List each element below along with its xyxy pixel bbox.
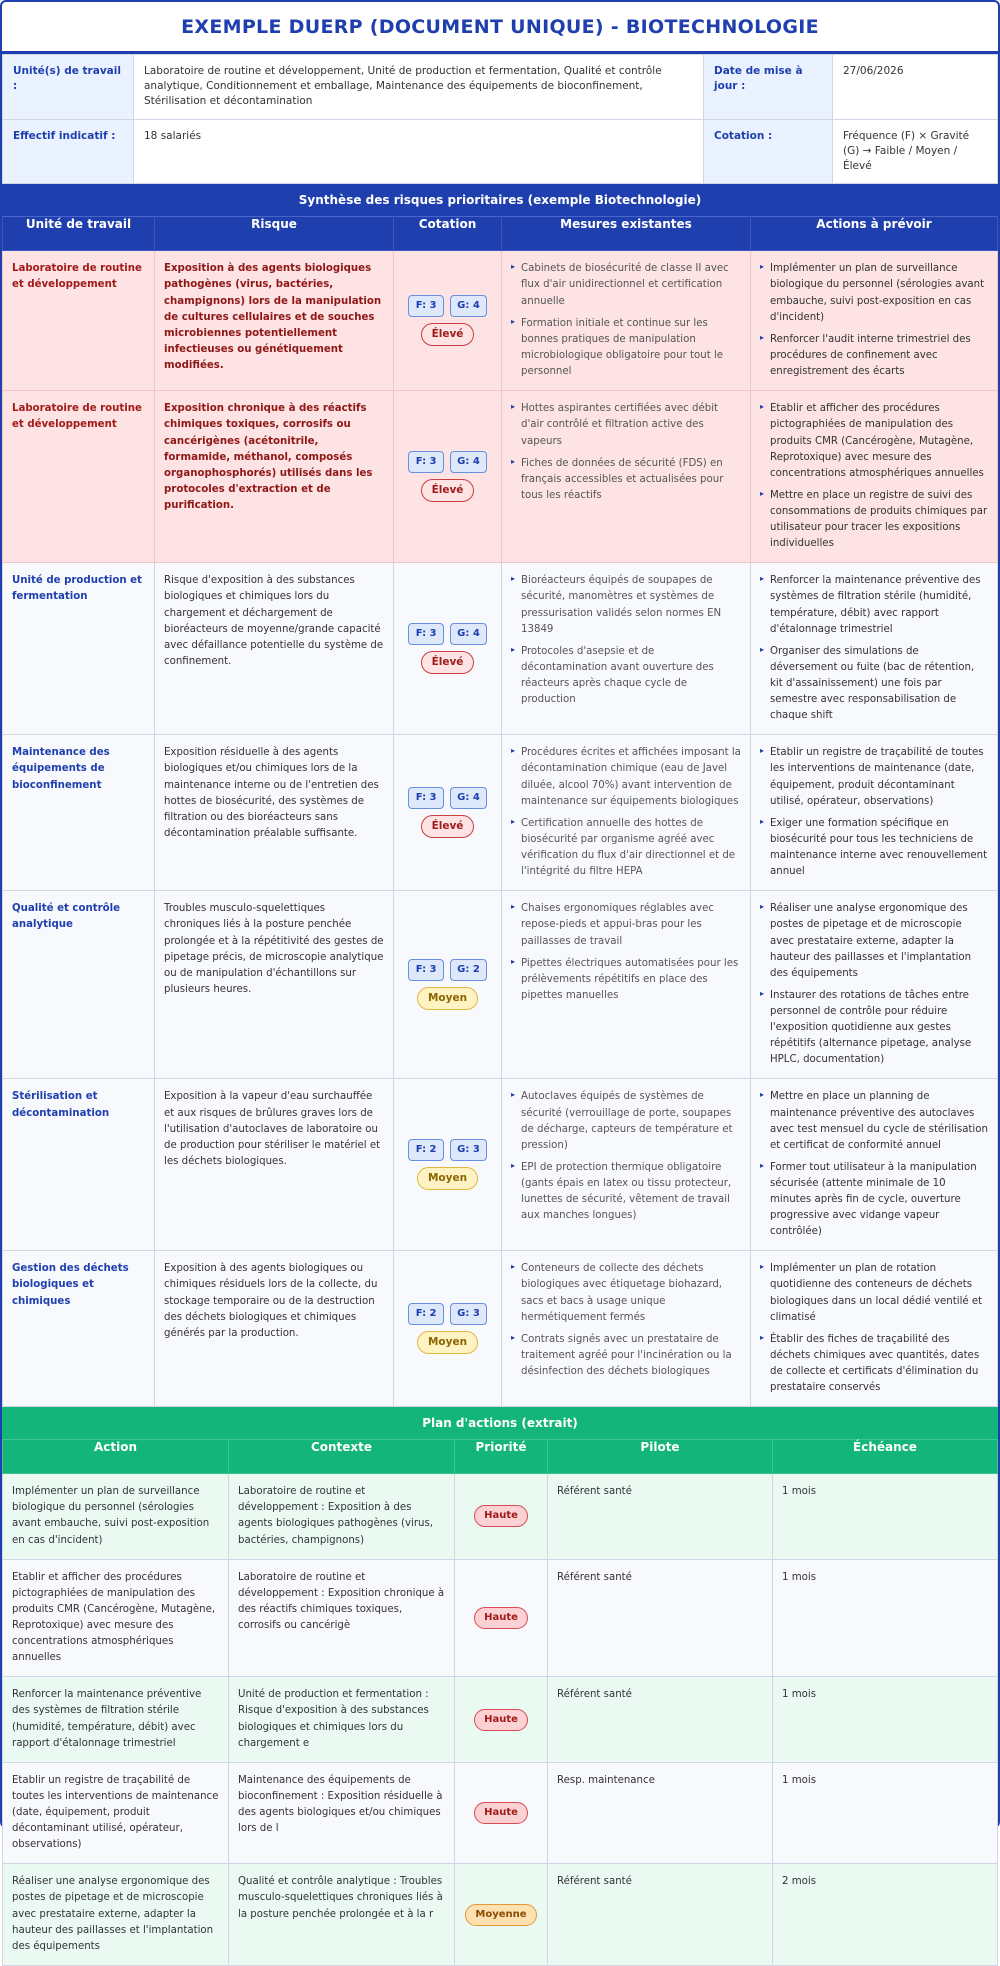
- risk-unit: Maintenance des équipements de bioconfinement: [3, 735, 155, 891]
- measure-item: ▸ Protocoles d'asepsie et de décontamination avant ouverture des réacteurs après chaque cycle de production: [511, 644, 741, 708]
- plan-context: Unité de production et fermentation : Risque d'exposition à des substances biologiques et chimiques lors du chargement e: [229, 1677, 455, 1762]
- risk-cotation: [394, 563, 502, 735]
- risk-section-title: Synthèse des risques prioritaires (exemple Biotechnologie): [2, 184, 998, 216]
- plan-row: [3, 1762, 998, 1864]
- meta-table: [2, 54, 998, 184]
- plan-priority: [455, 1677, 548, 1762]
- actions-list: [760, 573, 988, 724]
- measure-item: ▸ Cabinets de biosécurité de classe II avec flux d'air unidirectionnel et certification annuelle: [511, 261, 741, 309]
- action-item: ▸ Renforcer l'audit interne trimestriel des procédures de confinement avec enregistrement des écarts: [760, 332, 988, 380]
- frequency-gravity: [398, 1303, 497, 1325]
- risk-col-header: Cotation: [394, 217, 502, 251]
- plan-row: [3, 1559, 998, 1677]
- risk-description: Exposition chronique à des réactifs chimiques toxiques, corrosifs ou cancérigènes (acétonitrile, formamide, méthanol, composés organophosphorés) utilisés dans les protocoles d'extraction et de purification.: [155, 391, 394, 563]
- planned-actions: [751, 251, 998, 391]
- plan-row: [3, 1864, 998, 1966]
- risk-row: [3, 391, 998, 563]
- risk-description: Exposition résiduelle à des agents biologiques et/ou chimiques lors de la maintenance interne ou de l'entretien des hottes de biosécurité, des systèmes de filtration ou des bioréacteurs sans décontamination préalable suffisante.: [155, 735, 394, 891]
- frequency-gravity: [398, 295, 497, 317]
- existing-measures: [502, 391, 751, 563]
- risk-cotation: [394, 735, 502, 891]
- plan-context: Laboratoire de routine et développement : Exposition chronique à des réactifs chimiques toxiques, corrosifs ou cancérigè: [229, 1559, 455, 1677]
- risk-cotation: [394, 1251, 502, 1407]
- plan-col-header: Contexte: [229, 1440, 455, 1474]
- plan-deadline: 1 mois: [773, 1762, 998, 1864]
- existing-measures: [502, 563, 751, 735]
- risk-unit: Stérilisation et décontamination: [3, 1079, 155, 1251]
- effectif-value: 18 salariés: [134, 119, 704, 184]
- risk-description: Exposition à des agents biologiques ou chimiques résiduels lors de la collecte, du stockage temporaire ou de la destruction des déchets biologiques et chimiques générés par la production.: [155, 1251, 394, 1407]
- cotation-label: Cotation :: [704, 119, 833, 184]
- date-label: Date de mise à jour :: [704, 55, 833, 120]
- plan-context: Laboratoire de routine et développement : Exposition à des agents biologiques pathogènes (virus, bactéries, champignons): [229, 1474, 455, 1559]
- action-item: ▸ Réaliser une analyse ergonomique des postes de pipetage et de microscopie avec prestataire externe, adapter la hauteur des paillasses et l'implantation des équipements: [760, 901, 988, 982]
- risk-col-header: Mesures existantes: [502, 217, 751, 251]
- frequency-chip: F: 3: [408, 295, 444, 317]
- frequency-gravity: [398, 787, 497, 809]
- existing-measures: [502, 735, 751, 891]
- risk-table: [2, 216, 998, 1407]
- plan-deadline: 1 mois: [773, 1474, 998, 1559]
- plan-pilot: Référent santé: [548, 1677, 773, 1762]
- action-item: ▸ Établir des fiches de traçabilité des déchets chimiques avec quantités, dates de collecte et certificats d'élimination du prestataire conservés: [760, 1332, 988, 1396]
- planned-actions: [751, 391, 998, 563]
- risk-description: Exposition à la vapeur d'eau surchauffée et aux risques de brûlures graves lors de l'utilisation d'autoclaves de laboratoire ou de production pour stériliser le matériel et les déchets biologiques.: [155, 1079, 394, 1251]
- plan-section-title: Plan d'actions (extrait): [2, 1407, 998, 1439]
- plan-action: Etablir un registre de traçabilité de toutes les interventions de maintenance (date, équipement, produit décontaminant utilisé, opérateur, observations): [3, 1762, 229, 1864]
- action-item: ▸ Implémenter un plan de surveillance biologique du personnel (sérologies avant embauche, suivi post-exposition en cas d'incident): [760, 261, 988, 325]
- gravity-chip: G: 3: [450, 1303, 487, 1325]
- plan-table: [2, 1439, 998, 1966]
- units-value: Laboratoire de routine et développement, Unité de production et fermentation, Qualité et contrôle analytique, Conditionnement et emballage, Maintenance des équipements de bioconfinement, Stérilisation et décontamination: [134, 55, 704, 120]
- risk-cotation: [394, 891, 502, 1079]
- plan-pilot: Référent santé: [548, 1474, 773, 1559]
- plan-deadline: 1 mois: [773, 1677, 998, 1762]
- plan-action: Etablir et afficher des procédures pictographiées de manipulation des produits CMR (Cancérogène, Mutagène, Reprotoxique) avec mesure des concentrations atmosphériques annuelles: [3, 1559, 229, 1677]
- action-item: ▸ Mettre en place un registre de suivi des consommations de produits chimiques par utilisateur pour tracer les expositions individuelles: [760, 488, 988, 552]
- planned-actions: [751, 1079, 998, 1251]
- frequency-chip: F: 2: [408, 1303, 444, 1325]
- risk-row: [3, 891, 998, 1079]
- action-item: ▸ Instaurer des rotations de tâches entre personnel de contrôle pour réduire l'exposition quotidienne aux gestes répétitifs (alternance pipetage, analyse HPLC, documentation): [760, 988, 988, 1069]
- frequency-chip: F: 3: [408, 787, 444, 809]
- risk-level-badge: Moyen: [417, 1331, 478, 1354]
- frequency-chip: F: 3: [408, 959, 444, 981]
- risk-description: Troubles musculo-squelettiques chroniques liés à la posture penchée prolongée et à la répétitivité des gestes de pipetage précis, de microscopie analytique ou de manipulation d'échantillons sur plusieurs heures.: [155, 891, 394, 1079]
- risk-row: [3, 563, 998, 735]
- action-item: ▸ Organiser des simulations de déversement ou fuite (bac de rétention, kit d'assainissement) une fois par semestre avec responsabilisation de chaque shift: [760, 644, 988, 725]
- planned-actions: [751, 735, 998, 891]
- plan-context: Maintenance des équipements de bioconfinement : Exposition résiduelle à des agents biologiques et/ou chimiques lors de l: [229, 1762, 455, 1864]
- plan-action: Implémenter un plan de surveillance biologique du personnel (sérologies avant embauche, suivi post-exposition en cas d'incident): [3, 1474, 229, 1559]
- risk-level-badge: Élevé: [421, 323, 475, 346]
- gravity-chip: G: 3: [450, 1139, 487, 1161]
- planned-actions: [751, 891, 998, 1079]
- gravity-chip: G: 4: [450, 787, 487, 809]
- plan-pilot: Resp. maintenance: [548, 1762, 773, 1864]
- action-item: ▸ Etablir un registre de traçabilité de toutes les interventions de maintenance (date, équipement, produit décontaminant utilisé, opérateur, observations): [760, 745, 988, 809]
- frequency-chip: F: 3: [408, 451, 444, 473]
- measure-item: ▸ EPI de protection thermique obligatoire (gants épais en latex ou tissu protecteur, lunettes de sécurité, vêtement de travail aux manches longues): [511, 1160, 741, 1224]
- risk-row: [3, 251, 998, 391]
- measures-list: [511, 745, 741, 880]
- plan-col-header: Pilote: [548, 1440, 773, 1474]
- risk-cotation: [394, 1079, 502, 1251]
- plan-priority: [455, 1864, 548, 1966]
- plan-col-header: Échéance: [773, 1440, 998, 1474]
- plan-header-row: [3, 1440, 998, 1474]
- plan-priority: [455, 1474, 548, 1559]
- plan-action: Réaliser une analyse ergonomique des postes de pipetage et de microscopie avec prestataire externe, adapter la hauteur des paillasses et l'implantation des équipements: [3, 1864, 229, 1966]
- risk-body: [3, 251, 998, 1407]
- gravity-chip: G: 4: [450, 623, 487, 645]
- actions-list: [760, 745, 988, 880]
- risk-col-header: Unité de travail: [3, 217, 155, 251]
- measures-list: [511, 1089, 741, 1224]
- plan-pilot: Référent santé: [548, 1864, 773, 1966]
- measures-list: [511, 901, 741, 1004]
- plan-col-header: Priorité: [455, 1440, 548, 1474]
- plan-action: Renforcer la maintenance préventive des systèmes de filtration stérile (humidité, température, débit) avec rapport d'étalonnage trimestriel: [3, 1677, 229, 1762]
- measures-list: [511, 401, 741, 504]
- priority-badge: Haute: [474, 1709, 528, 1731]
- plan-body: [3, 1474, 998, 1966]
- plan-row: [3, 1677, 998, 1762]
- document-title: EXEMPLE DUERP (DOCUMENT UNIQUE) - BIOTECHNOLOGIE: [181, 15, 819, 38]
- existing-measures: [502, 1251, 751, 1407]
- existing-measures: [502, 251, 751, 391]
- risk-col-header: Risque: [155, 217, 394, 251]
- title-bar: [2, 2, 998, 54]
- gravity-chip: G: 2: [450, 959, 487, 981]
- measure-item: ▸ Autoclaves équipés de systèmes de sécurité (verrouillage de porte, soupapes de décharge, capteurs de température et pression): [511, 1089, 741, 1153]
- risk-level-badge: Élevé: [421, 815, 475, 838]
- priority-badge: Haute: [474, 1607, 528, 1629]
- effectif-label: Effectif indicatif :: [3, 119, 134, 184]
- risk-col-header: Actions à prévoir: [751, 217, 998, 251]
- frequency-gravity: [398, 1139, 497, 1161]
- action-item: ▸ Implémenter un plan de rotation quotidienne des conteneurs de déchets biologiques dans un local dédié ventilé et climatisé: [760, 1261, 988, 1325]
- frequency-gravity: [398, 959, 497, 981]
- measure-item: ▸ Formation initiale et continue sur les bonnes pratiques de manipulation microbiologique obligatoire pour tout le personnel: [511, 316, 741, 380]
- measure-item: ▸ Contrats signés avec un prestataire de traitement agréé pour l'incinération ou la désinfection des déchets biologiques: [511, 1332, 741, 1380]
- risk-unit: Qualité et contrôle analytique: [3, 891, 155, 1079]
- risk-unit: Laboratoire de routine et développement: [3, 391, 155, 563]
- action-item: ▸ Exiger une formation spécifique en biosécurité pour tous les techniciens de maintenance interne avec renouvellement annuel: [760, 816, 988, 880]
- risk-level-badge: Moyen: [417, 987, 478, 1010]
- plan-pilot: Référent santé: [548, 1559, 773, 1677]
- risk-description: Risque d'exposition à des substances biologiques et chimiques lors du chargement et déchargement de bioréacteurs de moyenne/grande capacité avec défaillance potentielle du système de confinement.: [155, 563, 394, 735]
- plan-deadline: 2 mois: [773, 1864, 998, 1966]
- risk-header-row: [3, 217, 998, 251]
- risk-row: [3, 735, 998, 891]
- actions-list: [760, 1261, 988, 1396]
- risk-unit: Gestion des déchets biologiques et chimiques: [3, 1251, 155, 1407]
- risk-row: [3, 1079, 998, 1251]
- date-value: 27/06/2026: [833, 55, 998, 120]
- frequency-gravity: [398, 623, 497, 645]
- plan-priority: [455, 1762, 548, 1864]
- plan-row: [3, 1474, 998, 1559]
- action-item: ▸ Former tout utilisateur à la manipulation sécurisée (attente minimale de 10 minutes après fin de cycle, ouverture progressive avec vidange vapeur contrôlée): [760, 1160, 988, 1241]
- risk-description: Exposition à des agents biologiques pathogènes (virus, bactéries, champignons) lors de la manipulation de cultures cellulaires et de souches microbiennes potentiellement infectieuses ou génétiquement modifiées.: [155, 251, 394, 391]
- planned-actions: [751, 563, 998, 735]
- priority-badge: Haute: [474, 1505, 528, 1527]
- risk-level-badge: Élevé: [421, 651, 475, 674]
- measure-item: ▸ Bioréacteurs équipés de soupapes de sécurité, manomètres et systèmes de pressurisation validés selon normes EN 13849: [511, 573, 741, 637]
- measure-item: ▸ Hottes aspirantes certifiées avec débit d'air contrôlé et filtration active des vapeurs: [511, 401, 741, 449]
- plan-context: Qualité et contrôle analytique : Troubles musculo-squelettiques chroniques liés à la posture penchée prolongée et à la r: [229, 1864, 455, 1966]
- action-item: ▸ Etablir et afficher des procédures pictographiées de manipulation des produits CMR (Cancérogène, Mutagène, Reprotoxique) avec mesure des concentrations atmosphériques annuelles: [760, 401, 988, 482]
- cotation-value: Fréquence (F) × Gravité (G) → Faible / Moyen / Élevé: [833, 119, 998, 184]
- actions-list: [760, 1089, 988, 1240]
- plan-deadline: 1 mois: [773, 1559, 998, 1677]
- existing-measures: [502, 891, 751, 1079]
- measures-list: [511, 1261, 741, 1380]
- risk-cotation: [394, 251, 502, 391]
- frequency-chip: F: 2: [408, 1139, 444, 1161]
- planned-actions: [751, 1251, 998, 1407]
- plan-col-header: Action: [3, 1440, 229, 1474]
- priority-badge: Haute: [474, 1802, 528, 1824]
- risk-unit: Unité de production et fermentation: [3, 563, 155, 735]
- risk-row: [3, 1251, 998, 1407]
- measure-item: ▸ Fiches de données de sécurité (FDS) en français accessibles et actualisées pour tous les réactifs: [511, 456, 741, 504]
- existing-measures: [502, 1079, 751, 1251]
- measure-item: ▸ Pipettes électriques automatisées pour les prélèvements répétitifs en place des pipettes manuelles: [511, 956, 741, 1004]
- risk-unit: Laboratoire de routine et développement: [3, 251, 155, 391]
- units-label: Unité(s) de travail :: [3, 55, 134, 120]
- measure-item: ▸ Certification annuelle des hottes de biosécurité par organisme agréé avec vérification du flux d'air directionnel et de l'intégrité du filtre HEPA: [511, 816, 741, 880]
- priority-badge: Moyenne: [465, 1904, 536, 1926]
- actions-list: [760, 261, 988, 380]
- risk-level-badge: Moyen: [417, 1167, 478, 1190]
- risk-cotation: [394, 391, 502, 563]
- action-item: ▸ Mettre en place un planning de maintenance préventive des autoclaves avec test mensuel du cycle de stérilisation et certificat de conformité annuel: [760, 1089, 988, 1153]
- measure-item: ▸ Chaises ergonomiques réglables avec repose-pieds et appui-bras pour les paillasses de travail: [511, 901, 741, 949]
- gravity-chip: G: 4: [450, 295, 487, 317]
- action-item: ▸ Renforcer la maintenance préventive des systèmes de filtration stérile (humidité, température, débit) avec rapport d'étalonnage trimestriel: [760, 573, 988, 637]
- frequency-chip: F: 3: [408, 623, 444, 645]
- measure-item: ▸ Procédures écrites et affichées imposant la décontamination chimique (eau de Javel diluée, alcool 70%) avant intervention de maintenance sur équipements biologiques: [511, 745, 741, 809]
- measures-list: [511, 573, 741, 708]
- measure-item: ▸ Conteneurs de collecte des déchets biologiques avec étiquetage biohazard, sacs et bacs à usage unique hermétiquement fermés: [511, 1261, 741, 1325]
- actions-list: [760, 901, 988, 1068]
- measures-list: [511, 261, 741, 380]
- gravity-chip: G: 4: [450, 451, 487, 473]
- frequency-gravity: [398, 451, 497, 473]
- plan-priority: [455, 1559, 548, 1677]
- risk-level-badge: Élevé: [421, 479, 475, 502]
- actions-list: [760, 401, 988, 552]
